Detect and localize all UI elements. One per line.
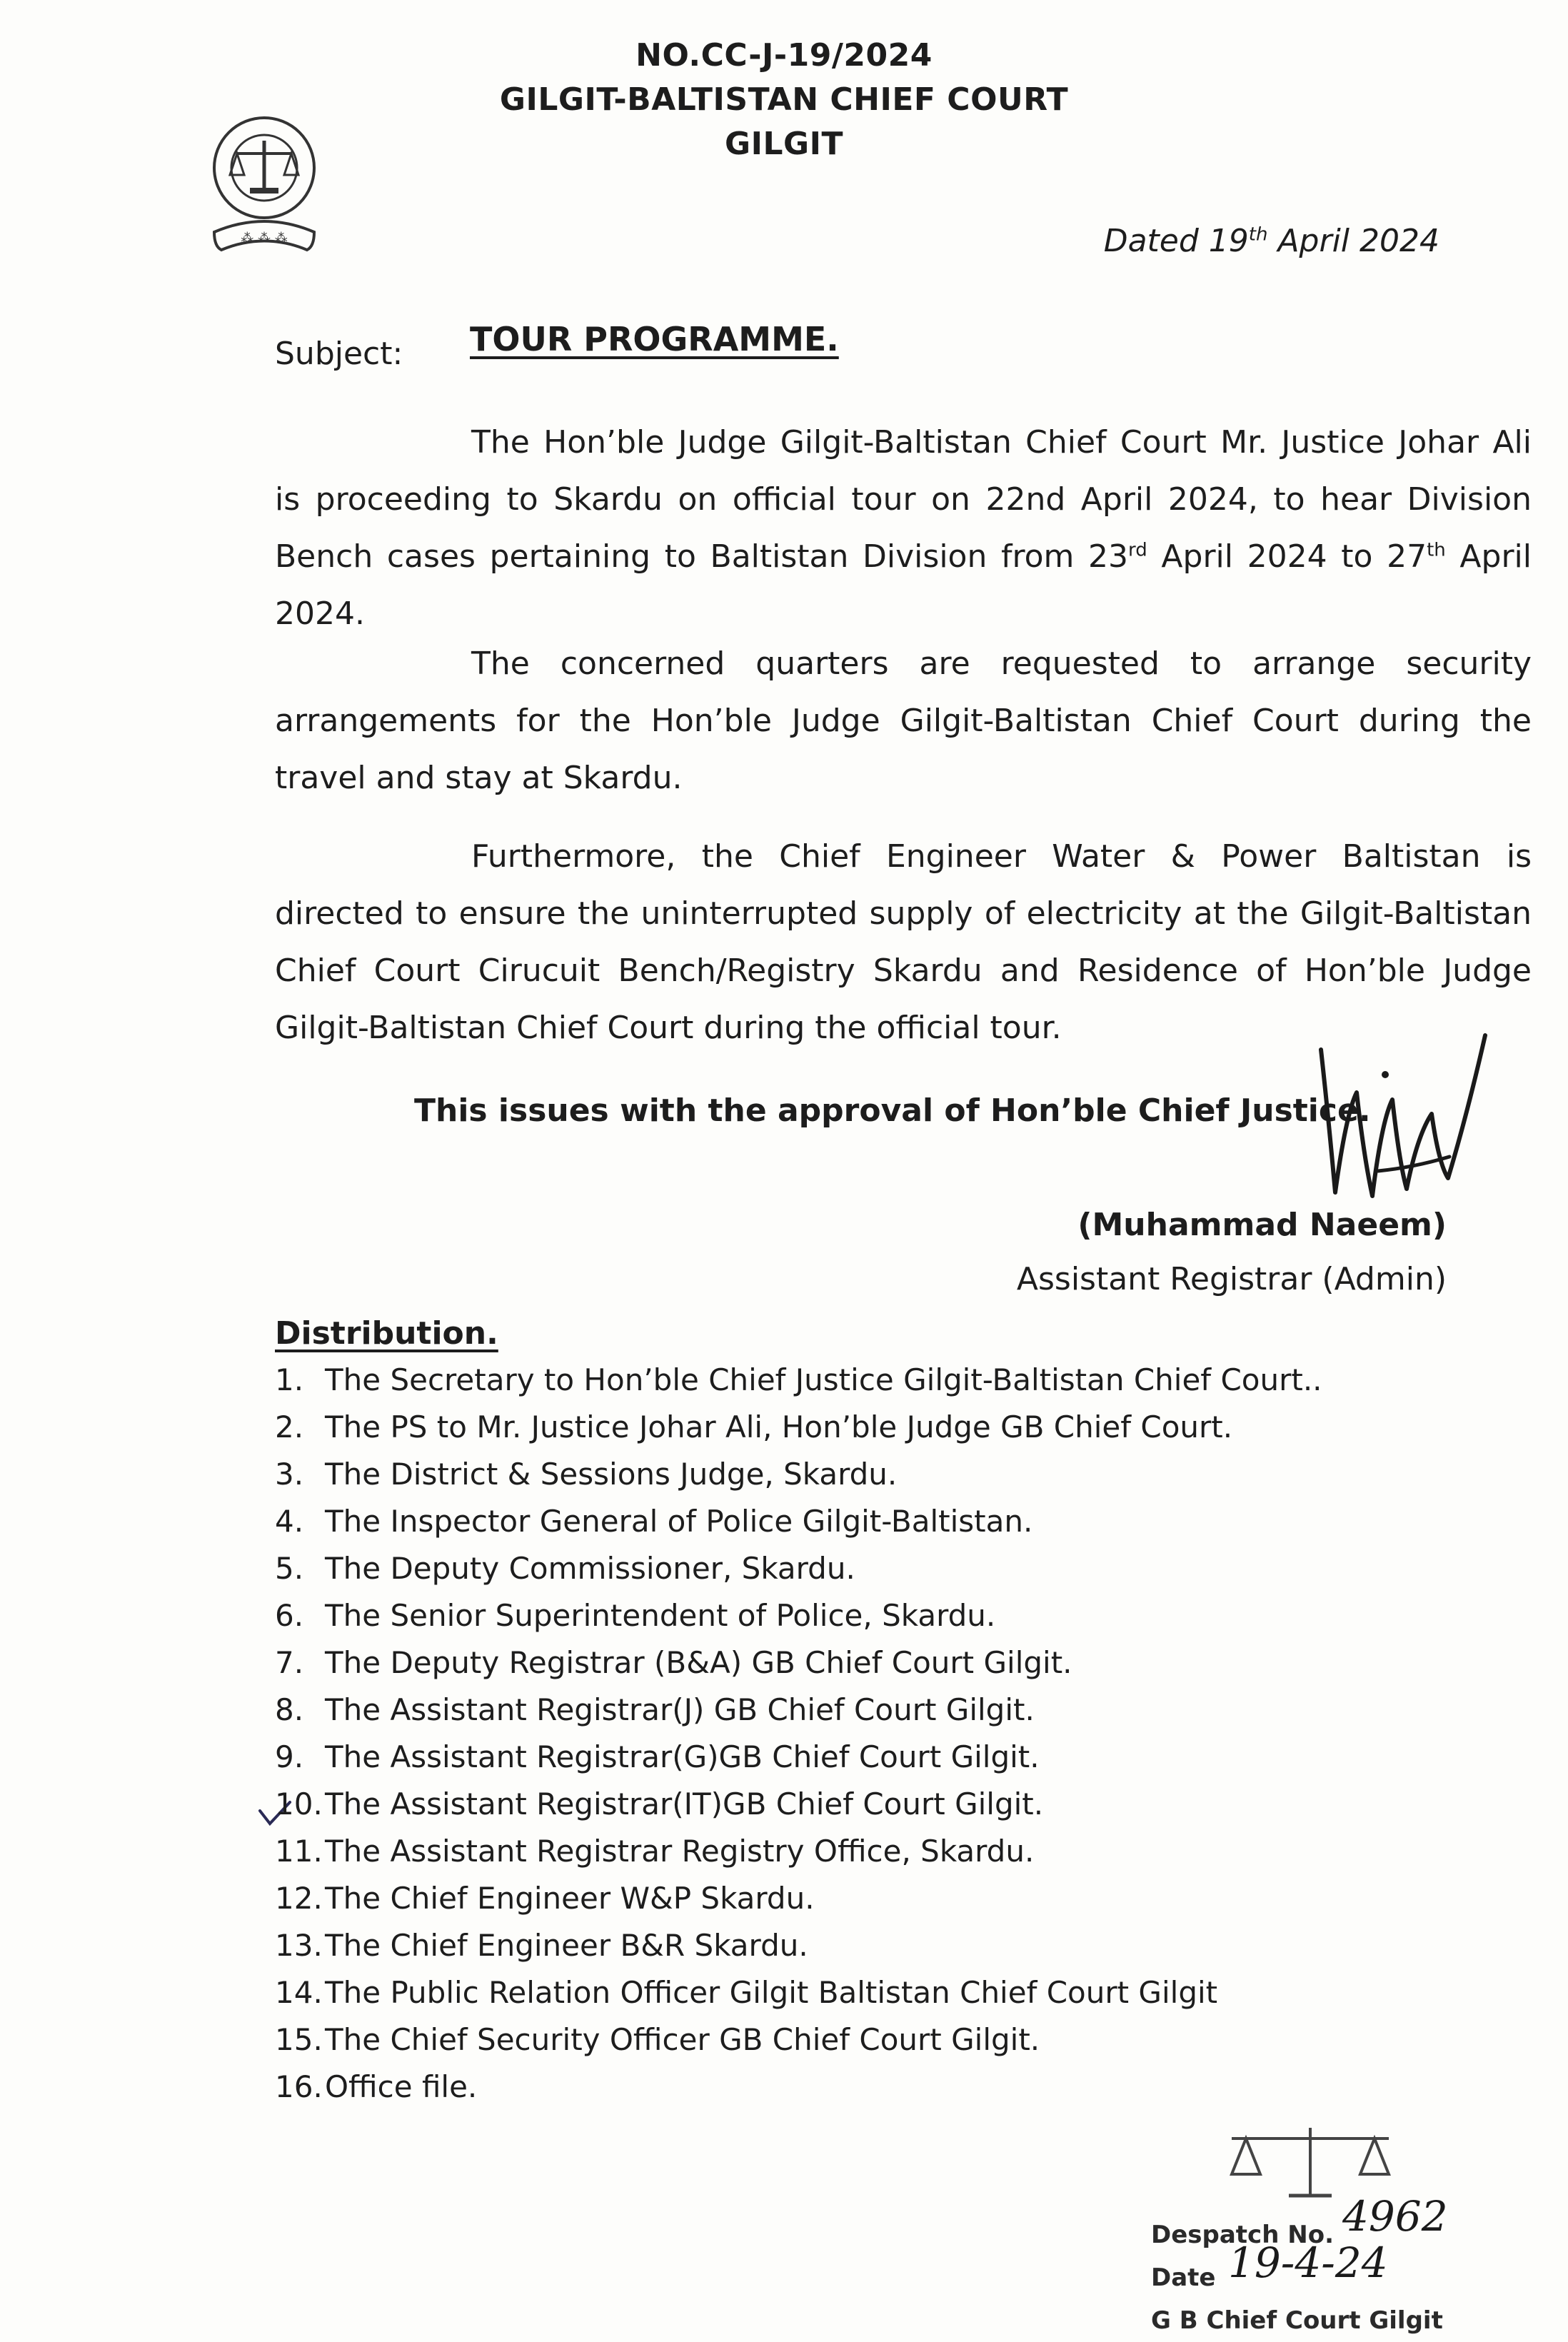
list-item: 10.The Assistant Registrar(IT)GB Chief Court Gilgit. <box>275 1786 1044 1821</box>
list-item: 14.The Public Relation Officer Gilgit Baltistan Chief Court Gilgit <box>275 1975 1218 2010</box>
list-item: 12.The Chief Engineer W&P Skardu. <box>275 1881 815 1916</box>
despatch-label: Despatch No. <box>1151 2221 1334 2249</box>
reference-number: NO.CC-J-19/2024 <box>635 37 933 74</box>
despatch-date: 19-4-24 <box>1228 2238 1388 2287</box>
paragraph-tour: The Hon’ble Judge Gilgit-Baltistan Chief Court Mr. Justice Johar Ali is proceeding to Skardu on official tour on 22nd April 2024, to hear Division Bench cases pertaining to Baltistan Division from 23rd April 2024 to 27th April 2024. <box>275 424 1532 632</box>
list-item: 6. The Senior Superintendent of Police, Skardu. <box>275 1598 996 1633</box>
list-item: 3. The District & Sessions Judge, Skardu. <box>275 1457 898 1492</box>
svg-text:⁂ ⁂ ⁂: ⁂ ⁂ ⁂ <box>241 231 288 246</box>
list-item: 16.Office file. <box>275 2069 478 2104</box>
stamp-office: G B Chief Court Gilgit <box>1151 2306 1443 2335</box>
scales-of-justice-icon <box>1217 2124 1403 2203</box>
date-label: Date <box>1151 2263 1216 2292</box>
despatch-number: 4962 <box>1342 2192 1448 2241</box>
list-item: 15.The Chief Security Officer GB Chief Court Gilgit. <box>275 2022 1040 2057</box>
paragraph-security: The concerned quarters are requested to arrange security arrangements for the Hon’ble Judge Gilgit-Baltistan Chief Court during the travel and stay at Skardu. <box>275 645 1532 796</box>
distribution-title: Distribution. <box>275 1315 498 1352</box>
approval-line: This issues with the approval of Hon’ble Chief Justice. <box>414 1092 1371 1129</box>
subject-label: Subject: <box>275 336 403 372</box>
list-item: 1. The Secretary to Hon’ble Chief Justice Gilgit-Baltistan Chief Court.. <box>275 1362 1322 1397</box>
list-item: 2. The PS to Mr. Justice Johar Ali, Hon’ble Judge GB Chief Court. <box>275 1409 1233 1444</box>
list-item: 5. The Deputy Commissioner, Skardu. <box>275 1551 855 1586</box>
list-item: 13.The Chief Engineer B&R Skardu. <box>275 1928 808 1963</box>
signer-name: (Muhammad Naeem) <box>1077 1207 1447 1243</box>
court-city: GILGIT <box>724 126 844 162</box>
subject-title: TOUR PROGRAMME. <box>470 320 839 358</box>
paragraph-electricity: Furthermore, the Chief Engineer Water & Power Baltistan is directed to ensure the uninterrupted supply of electricity at the Gilgit-Baltistan Chief Court Cirucuit Bench/Registry Skardu and Residence of Hon’ble Judge Gilgit-Baltistan Chief Court during the official tour. <box>275 838 1532 1046</box>
list-item: 9. The Assistant Registrar(G)GB Chief Court Gilgit. <box>275 1739 1040 1774</box>
distribution-list <box>275 1357 1489 2111</box>
court-name: GILGIT-BALTISTAN CHIEF COURT <box>499 81 1069 118</box>
list-item: 8. The Assistant Registrar(J) GB Chief Court Gilgit. <box>275 1692 1035 1727</box>
date-line: Dated 19th April 2024 <box>1103 223 1439 259</box>
list-item: 11.The Assistant Registrar Registry Office, Skardu. <box>275 1834 1035 1869</box>
handwritten-signature <box>1307 1028 1507 1214</box>
list-item: 7. The Deputy Registrar (B&A) GB Chief Court Gilgit. <box>275 1645 1072 1680</box>
signer-designation: Assistant Registrar (Admin) <box>1016 1261 1447 1297</box>
list-item: 4. The Inspector General of Police Gilgit-Baltistan. <box>275 1504 1033 1539</box>
